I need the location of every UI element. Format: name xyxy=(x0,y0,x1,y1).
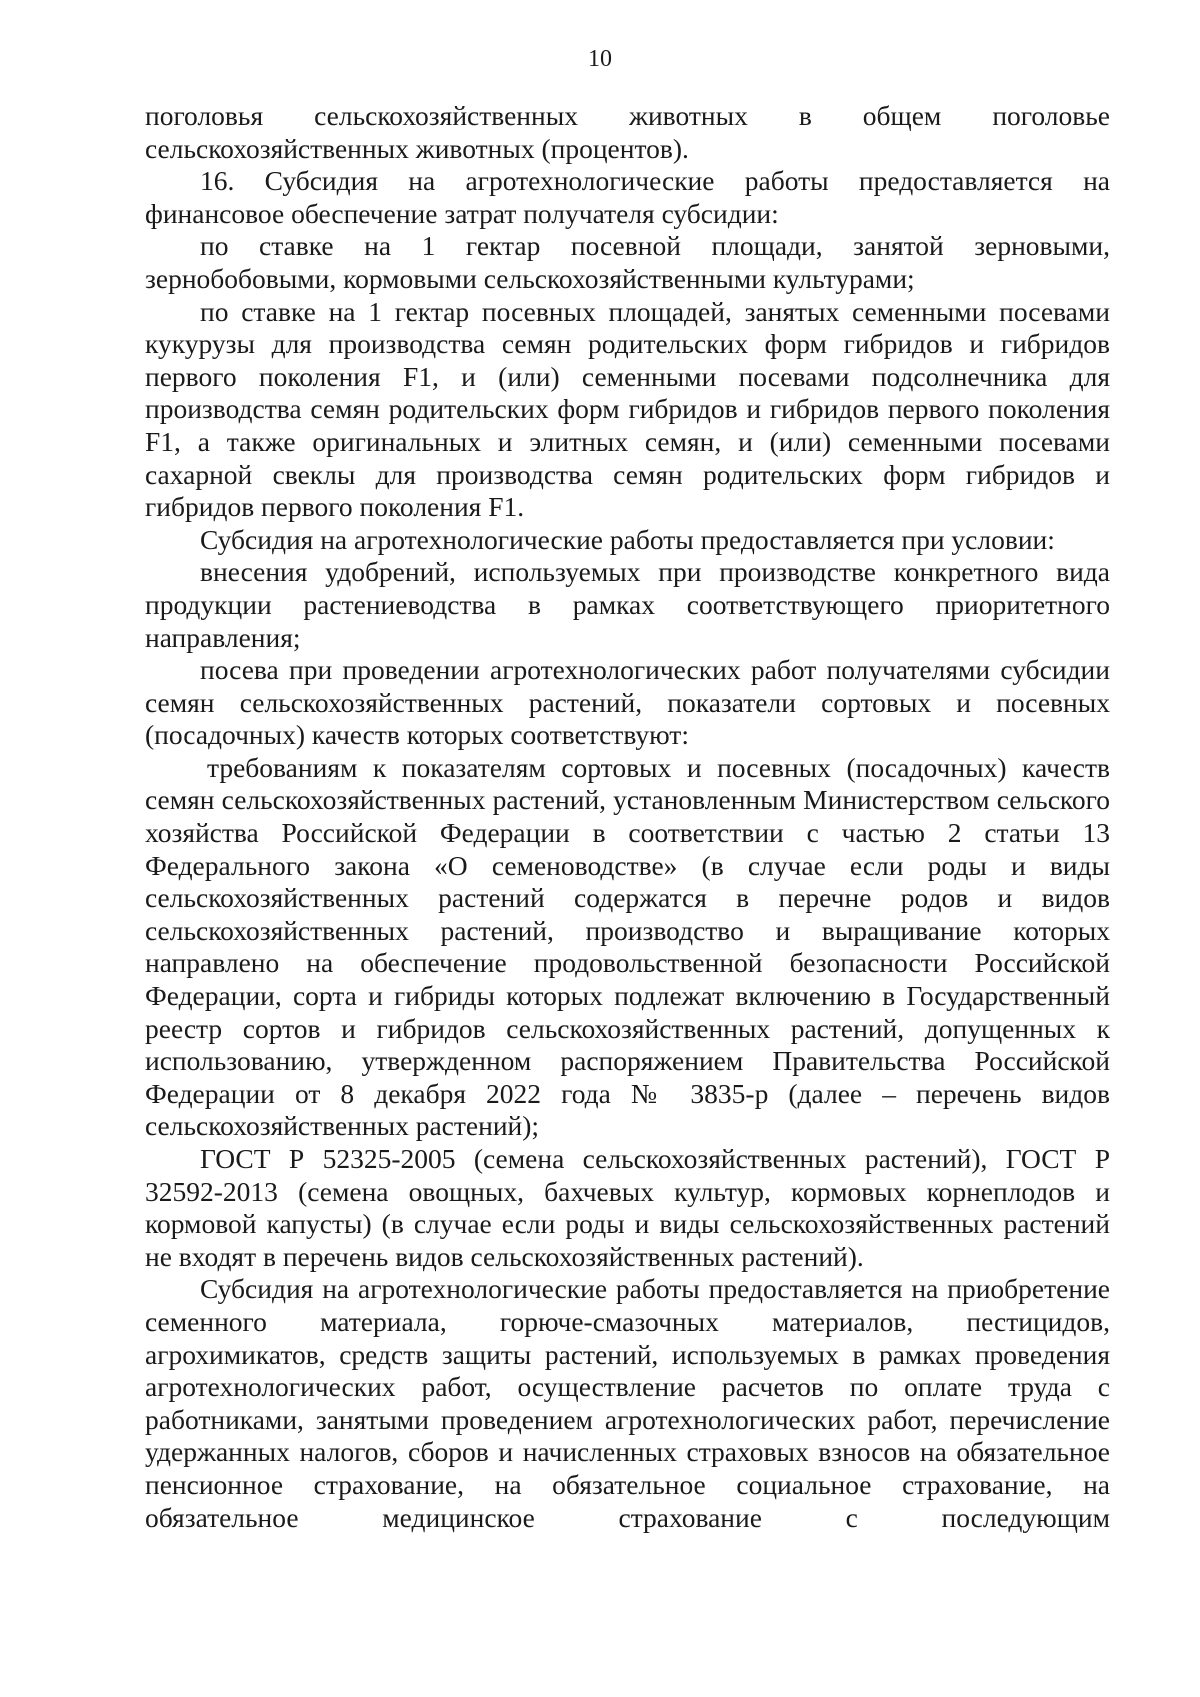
paragraph-rate-seed-crops: по ставке на 1 гектар посевных площадей, занятых семенными посевами кукурузы для производства семян родительских форм гибридов и гибридов первого поколения F1, и (или) семенными посевами подсолнечника для производства семян родительских форм гибридов и гибридов первого поколения F1, а также оригинальных и элитных семян, и (или) семенными посевами сахарной свеклы для производства семян родительских форм гибридов и гибридов первого поколения F1. xyxy=(145,295,1110,523)
paragraph-item-16: 16. Субсидия на агротехнологические работы предоставляется на финансовое обеспечение затрат получателя субсидии: xyxy=(145,165,1110,229)
paragraph-rate-sown-area: по ставке на 1 гектар посевной площади, занятой зерновыми, зернобобовыми, кормовыми сельскохозяйственными культурами; xyxy=(145,230,1110,294)
page-number: 10 xyxy=(588,46,612,72)
paragraph-subsidy-conditions: Субсидия на агротехнологические работы предоставляется при условии: xyxy=(200,523,1055,555)
paragraph-continuation: поголовья сельскохозяйственных животных в общем поголовье сельскохозяйственных животных (процентов). xyxy=(145,100,1110,164)
paragraph-seed-requirements: требованиям к показателям сортовых и посевных (посадочных) качеств семян сельскохозяйственных растений, установленным Министерством сельского хозяйства Российской Федерации в соответствии с частью 2 статьи 13 Федерального закона «О семеноводстве» (в случае если роды и виды сельскохозяйственных растений содержатся в перечне родов и видов сельскохозяйственных растений, производство и выращивание которых направлено на обеспечение продовольственной безопасности Российской Федерации, сорта и гибриды которых подлежат включению в Государственный реестр сортов и гибридов сельскохозяйственных растений, допущенных к использованию, утвержденном распоряжением Правительства Российской Федерации от 8 декабря 2022 года № 3835-р (далее – перечень видов сельскохозяйственных растений); xyxy=(145,751,1110,1142)
document-body xyxy=(145,100,1110,1534)
paragraph-fertilizer-condition: внесения удобрений, используемых при производстве конкретного вида продукции растениеводства в рамках соответствующего приоритетного направления; xyxy=(145,556,1110,653)
paragraph-sowing-condition: посева при проведении агротехнологических работ получателями субсидии семян сельскохозяйственных растений, показатели сортовых и посевных (посадочных) качеств которых соответствуют: xyxy=(145,654,1110,751)
paragraph-subsidy-purposes: Субсидия на агротехнологические работы предоставляется на приобретение семенного материала, горюче-смазочных материалов, пестицидов, агрохимикатов, средств защиты растений, используемых в рамках проведения агротехнологических работ, осуществление расчетов по оплате труда с работниками, занятыми проведением агротехнологических работ, перечисление удержанных налогов, сборов и начисленных страховых взносов на обязательное пенсионное страхование, на обязательное социальное страхование, на обязательное медицинское страхование с последующим xyxy=(145,1273,1110,1533)
paragraph-gost-standards: ГОСТ Р 52325-2005 (семена сельскохозяйственных растений), ГОСТ Р 32592-2013 (семена овощных, бахчевых культур, кормовых корнеплодов и кормовой капусты) (в случае если роды и виды сельскохозяйственных растений не входят в перечень видов сельскохозяйственных растений). xyxy=(145,1143,1110,1272)
